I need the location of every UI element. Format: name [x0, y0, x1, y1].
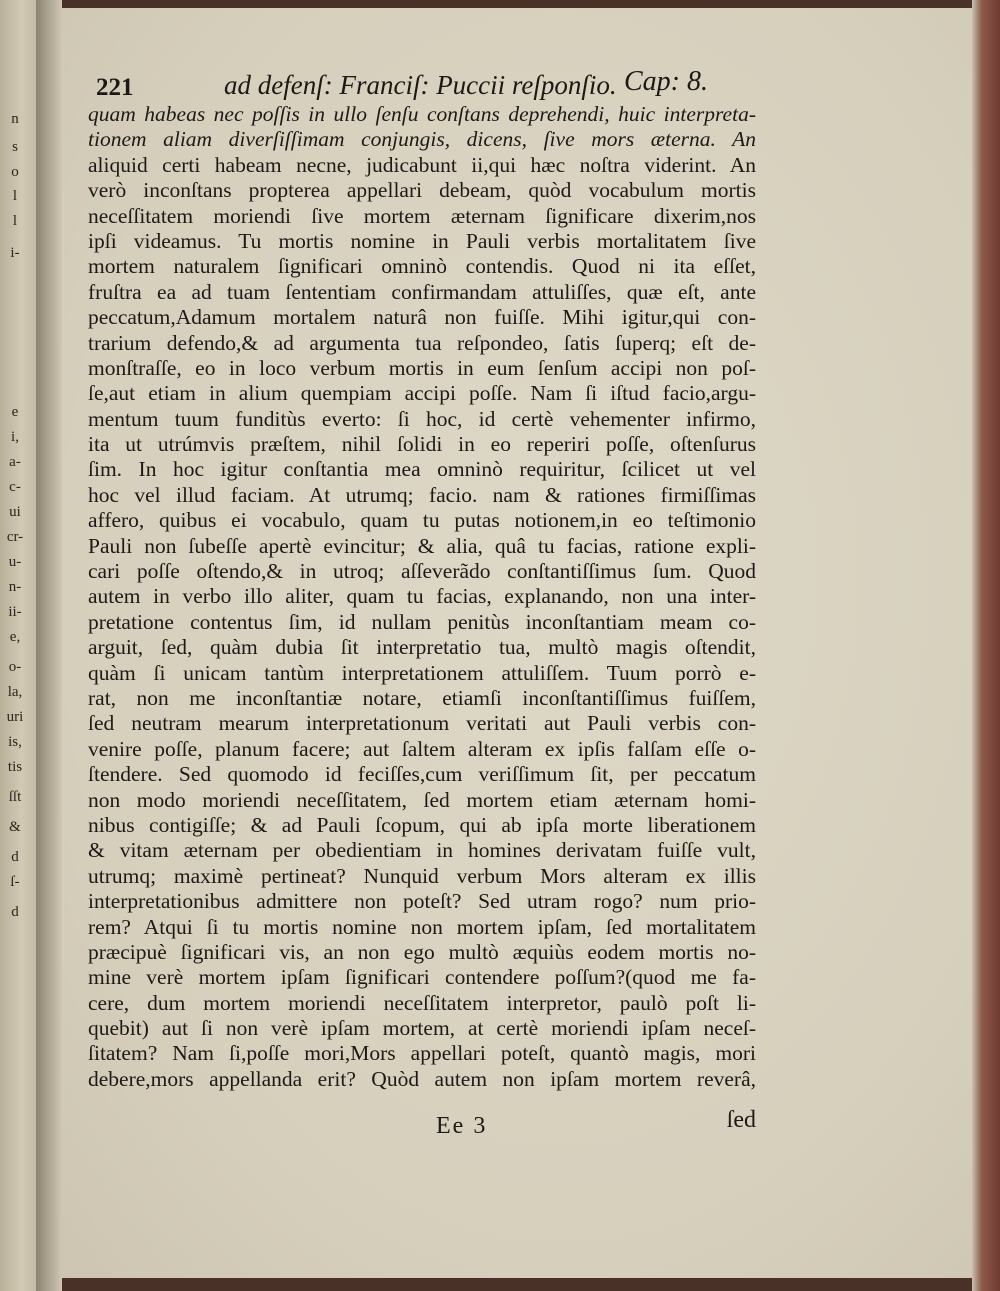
text-line: & vitam æternam per obedientiam in homines derivatam fuiſſe vult, [88, 838, 756, 863]
text-line: quebit) aut ſi non verè ipſam mortem, at certè moriendi ipſam neceſ- [88, 1016, 756, 1041]
text-line: quàm ſi unicam tantùm interpretationem attuliſſem. Tuum porrò e- [88, 660, 756, 685]
text-line: interpretationibus admittere non poteſt? Sed utram rogo? num prio- [88, 889, 756, 914]
left-page-fragment: uri [6, 709, 24, 725]
left-page-fragment: d [11, 849, 19, 865]
left-page-fragment: ſ- [10, 874, 20, 890]
text-line: non modo moriendi neceſſitatem, ſed mortem etiam æternam homi- [88, 787, 756, 812]
left-page-fragment: c- [9, 479, 21, 495]
left-page-fragment: ſſt [8, 789, 22, 805]
chapter-marker: Cap: 8. [624, 66, 708, 97]
text-line: Pauli non ſubeſſe apertè evincitur; & alia, quâ tu facias, ratione expli- [88, 533, 756, 558]
text-line: quam habeas nec poſſis in ullo ſenſu conſtans deprehendi, huic interpreta- [88, 102, 756, 126]
text-line: ipſi videamus. Tu mortis nomine in Pauli verbis mortalitatem ſive [88, 228, 756, 253]
text-line: nibus contigiſſe; & ad Pauli ſcopum, qui ab ipſa morte liberationem [88, 812, 756, 837]
text-line: cari poſſe oſtendo,& in utroq; aſſeverãdo conſtantiſſimus ſum. Quod [88, 559, 756, 584]
page-footer [96, 1107, 756, 1147]
text-line: ſitatem? Nam ſi,poſſe mori,Mors appellari poteſt, quantò magis, mori [88, 1041, 756, 1066]
signature-mark: Ee 3 [436, 1113, 488, 1139]
text-line: mentum tuum funditùs everto: ſi hoc, id certè vehementer infirmo, [88, 406, 756, 431]
text-line: neceſſitatem moriendi ſive mortem æternam ſignificare dixerim,nos [88, 203, 756, 228]
text-line: pretatione contentus ſim, id nullam penitùs inconſtantiam meam co- [88, 609, 756, 634]
left-page-fragment: ii- [8, 604, 22, 620]
left-page-fragment: cr- [6, 529, 24, 545]
left-page-fragment: i- [10, 245, 20, 261]
text-line: tionem aliam diverſiſſimam conjungis, dicens, ſive mors æterna. An [88, 127, 756, 152]
left-page-fragment: is, [8, 734, 22, 750]
text-line: fruſtra ea ad tuam ſententiam confirmandam attuliſſes, quæ eſt, ante [88, 279, 756, 304]
catchword: ſed [726, 1107, 756, 1133]
left-page-fragment: tis [7, 759, 23, 775]
left-page-fragment: s [12, 139, 18, 155]
text-line: trarium defendo,& ad argumenta tua reſpondeo, ſatis ſuperq; eſt de- [88, 330, 756, 355]
left-page-fragment: e, [9, 629, 21, 645]
text-line: affero, quibus ei vocabulo, quam tu putas notionem,in eo teſtimonio [88, 508, 756, 533]
text-line: ſim. In hoc igitur conſtantia mea omninò requiritur, ſcilicet ut vel [88, 457, 756, 482]
text-line: aliquid certi habeam necne, judicabunt ii,qui hæc noſtra viderint. An [88, 152, 756, 177]
folio-number: 221 [96, 74, 134, 101]
text-line: rat, non me inconſtantiæ notare, etiamſi inconſtantiſſimus fuiſſem, [88, 685, 756, 710]
text-line: autem in verbo illo aliter, quam tu facias, explanando, non una inter- [88, 584, 756, 609]
body-text [88, 102, 756, 1092]
text-line: hoc vel illud faciam. At utrumq; facio. nam & rationes firmiſſimas [88, 482, 756, 507]
left-page-fragment: a- [9, 454, 21, 470]
left-page-fragment: o- [8, 659, 22, 675]
left-page-fragment: e [11, 404, 19, 420]
text-line: peccatum,Adamum mortalem naturâ non fuiſſe. Mihi igitur,qui con- [88, 305, 756, 330]
text-line: præcipuè ſignificari vis, an non ego multò æquiùs eodem mortis no- [88, 939, 756, 964]
text-line: ſe,aut etiam in alium quempiam accipi poſſe. Nam ſi iſtud facio,argu- [88, 381, 756, 406]
text-line: ſtendere. Sed quomodo id feciſſes,cum veriſſimum ſit, per peccatum [88, 762, 756, 787]
text-line: arguit, ſed, quàm dubia ſit interpretatio tua, multò magis oſtendit, [88, 635, 756, 660]
left-page-fragment: & [9, 819, 21, 835]
text-line: monſtraſſe, eo in loco verbum mortis in eum ſenſum accipi non poſ- [88, 355, 756, 380]
left-page-fragment: n [11, 111, 19, 127]
left-page-fragment: ui [9, 504, 21, 520]
left-page-fragment: l [12, 213, 18, 229]
text-line: mine verè mortem ipſam ſignificari contendere poſſum?(quod me fa- [88, 965, 756, 990]
text-line: ſed neutram mearum interpretationum veritati aut Pauli verbis con- [88, 711, 756, 736]
text-line: verò inconſtans propterea appellari debeam, quòd vocabulum mortis [88, 178, 756, 203]
text-line: mortem naturalem ſignificari omninò contendis. Quod ni ita eſſet, [88, 254, 756, 279]
left-page-fragment: u- [8, 554, 22, 570]
text-line: utrumq; maximè pertineat? Nunquid verbum Mors alteram ex illis [88, 863, 756, 888]
left-page-fragment: d [11, 904, 19, 920]
left-page-edge [0, 0, 36, 1291]
text-line: rem? Atqui ſi tu mortis nomine non mortem ipſam, ſed mortalitatem [88, 914, 756, 939]
text-line: debere,mors appellanda erit? Quòd autem non ipſam mortem reverâ, [88, 1066, 756, 1091]
left-page-fragment: la, [7, 684, 23, 700]
book-gutter [36, 0, 62, 1291]
text-line: cere, dum mortem moriendi neceſſitatem interpretor, paulò poſt li- [88, 990, 756, 1015]
left-page-fragment: i, [11, 429, 19, 445]
page-header [96, 66, 756, 106]
left-page-fragment: l [12, 188, 18, 204]
page-fore-edge [972, 0, 1000, 1291]
left-page-fragment: o [11, 164, 19, 180]
text-line: ita ut utrúmvis præſtem, nihil ſolidi in eo reperiri poſſe, oſtenſurus [88, 432, 756, 457]
running-title: ad defenſ: Franciſ: Puccii reſponſio. [224, 70, 617, 100]
left-page-fragment: n- [8, 579, 22, 595]
text-line: venire poſſe, planum facere; aut ſaltem alteram ex ipſis falſam eſſe o- [88, 736, 756, 761]
